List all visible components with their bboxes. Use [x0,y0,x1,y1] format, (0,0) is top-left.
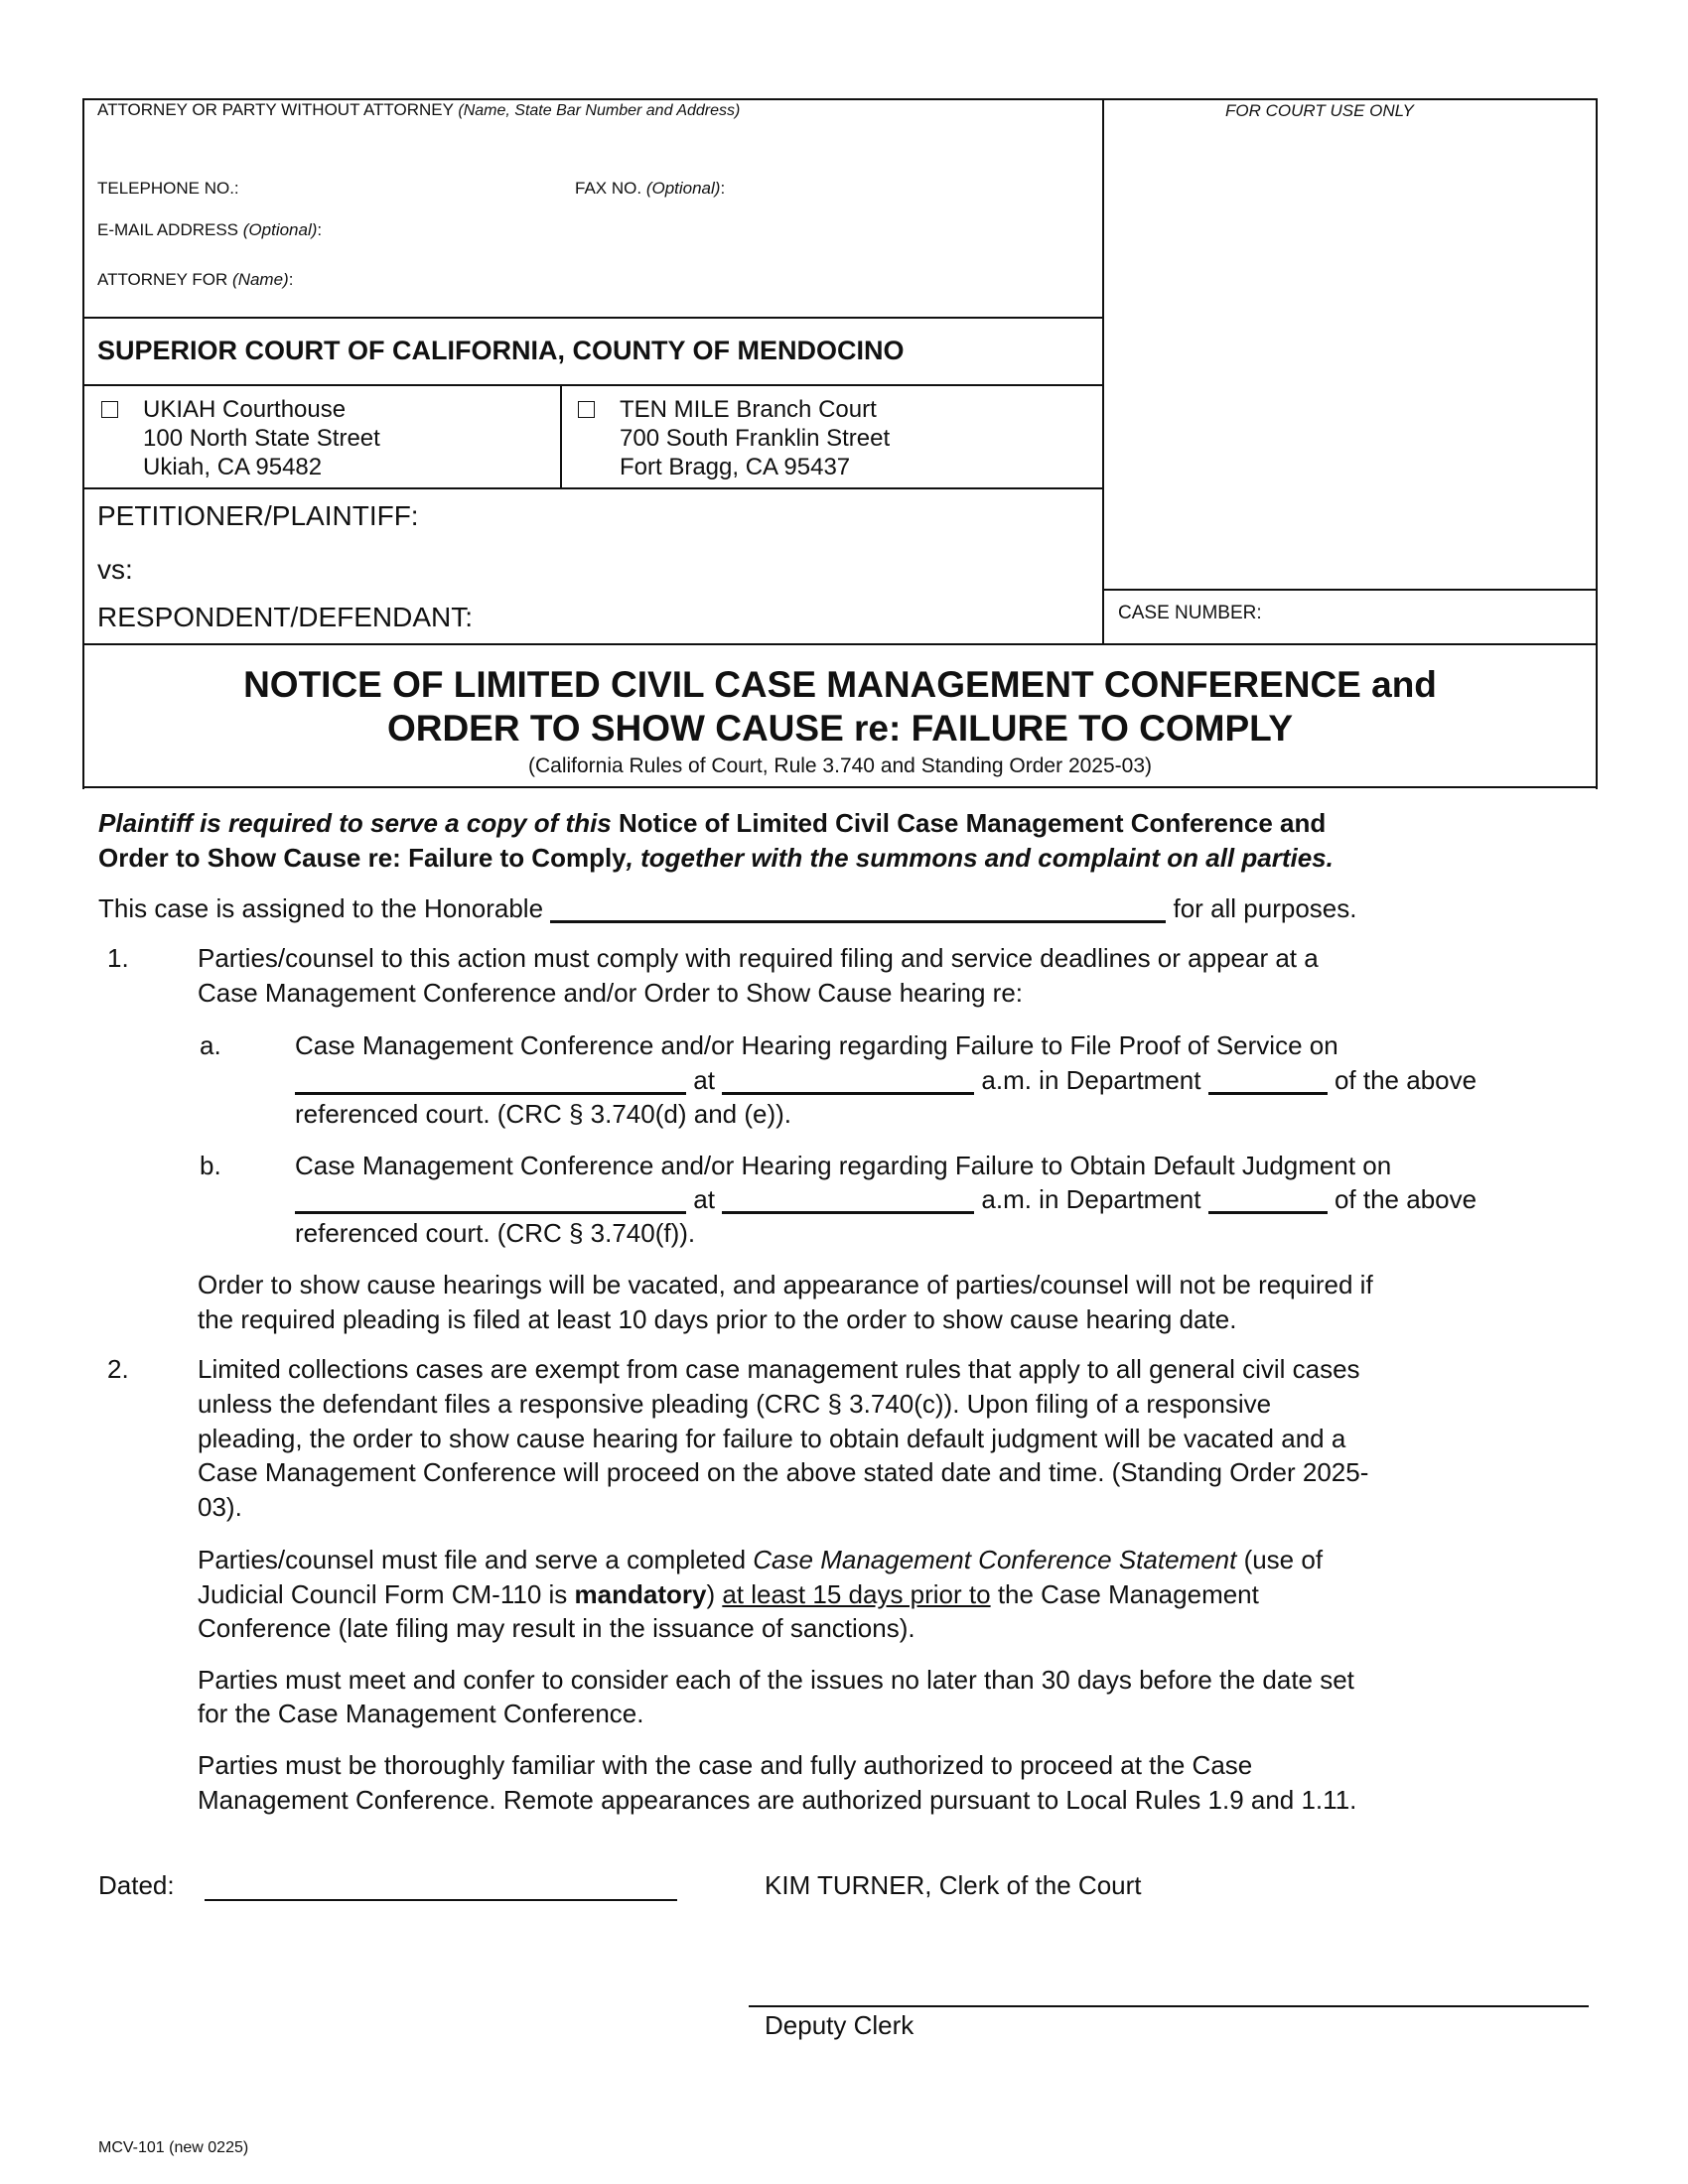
ten-mile-checkbox[interactable] [578,401,595,418]
header-col-divider [1102,98,1104,645]
divider [82,317,1103,319]
item-1-line-2: Case Management Conference and/or Order to Show Cause hearing re: [198,978,1024,1008]
hearing-a-time-field[interactable] [722,1069,974,1095]
hearing-b-department-field[interactable] [1208,1188,1328,1214]
clerk-name: KIM TURNER, Clerk of the Court [765,1870,1142,1900]
hearing-b-date-field[interactable] [295,1188,686,1214]
hearing-b-time-field[interactable] [722,1188,974,1214]
header-box-right [1596,98,1598,789]
item-2-line-5: 03). [198,1492,242,1522]
divider [82,384,1103,386]
item-2-line-3: pleading, the order to show cause hearing for failure to obtain default judgment will be vacated and a [198,1424,1346,1453]
courthouse-name: TEN MILE Branch Court [620,396,877,423]
title-line-1: NOTICE OF LIMITED CIVIL CASE MANAGEMENT CONFERENCE and [243,664,1437,705]
telephone-label: TELEPHONE NO.: [97,179,239,198]
deputy-signature-line[interactable] [749,2005,1589,2007]
hearing-a-department-field[interactable] [1208,1069,1328,1095]
osc-line-2: the required pleading is filed at least 10 days prior to the order to show cause hearing date. [198,1304,1237,1334]
deputy-clerk-label: Deputy Clerk [765,2010,914,2040]
intro-line-1: Plaintiff is required to serve a copy of this Notice of Limited Civil Case Management Conference and [98,808,1327,838]
item-1-line-1: Parties/counsel to this action must comply with required filing and service deadlines or appear at a [198,943,1319,973]
title-subtitle: (California Rules of Court, Rule 3.740 and Standing Order 2025-03) [527,754,1153,777]
item-b-letter: b. [200,1151,221,1180]
familiar-line-2: Management Conference. Remote appearances are authorized pursuant to Local Rules 1.9 and 1.11. [198,1785,1357,1815]
item-a-line-2: at a.m. in Department of the above [295,1063,1477,1098]
item-a-letter: a. [200,1030,221,1060]
dated-label: Dated: [98,1870,175,1900]
intro-line-2: Order to Show Cause re: Failure to Comply, together with the summons and complaint on all parties. [98,843,1334,873]
email-label: E-MAIL ADDRESS (Optional): [97,220,323,239]
dated-field[interactable] [205,1899,677,1901]
courthouse-street: 100 North State Street [143,425,380,452]
attorney-label: ATTORNEY OR PARTY WITHOUT ATTORNEY (Name, State Bar Number and Address) [97,100,741,119]
cmc-line-2: Judicial Council Form CM-110 is mandatory) at least 15 days prior to the Case Management [198,1579,1259,1609]
item-b-line-3: referenced court. (CRC § 3.740(f)). [295,1218,696,1248]
item-2-number: 2. [107,1354,129,1384]
court-name: SUPERIOR COURT OF CALIFORNIA, COUNTY OF MENDOCINO [97,336,905,365]
courthouse-city: Ukiah, CA 95482 [143,454,323,480]
familiar-line-1: Parties must be thoroughly familiar with the case and fully authorized to proceed at the Case [198,1750,1253,1780]
title-box-bottom [82,786,1598,788]
respondent-label: RESPONDENT/DEFENDANT: [97,602,474,632]
item-b-line-1: Case Management Conference and/or Hearing regarding Failure to Obtain Default Judgment on [295,1151,1392,1180]
osc-line-1: Order to show cause hearings will be vacated, and appearance of parties/counsel will not be required if [198,1270,1373,1299]
courthouse-ten-mile [578,395,890,481]
item-a-line-1: Case Management Conference and/or Hearing regarding Failure to File Proof of Service on [295,1030,1338,1060]
attorney-for-label: ATTORNEY FOR (Name): [97,270,294,289]
hearing-a-date-field[interactable] [295,1069,686,1095]
vs-label: vs: [97,554,133,585]
cmc-line-3: Conference (late filing may result in the issuance of sanctions). [198,1613,915,1643]
item-2-line-2: unless the defendant files a responsive pleading (CRC § 3.740(c)). Upon filing of a responsive [198,1389,1272,1419]
meet-line-2: for the Case Management Conference. [198,1699,644,1728]
cmc-line-1: Parties/counsel must file and serve a completed Case Management Conference Statement (use of [198,1545,1324,1574]
assigned-judge-line: This case is assigned to the Honorable for all purposes. [98,893,1357,923]
form-id: MCV-101 (new 0225) [98,2139,249,2156]
divider [82,487,1103,489]
courthouse-name: UKIAH Courthouse [143,396,347,423]
meet-line-1: Parties must meet and confer to consider each of the issues no later than 30 days before the date set [198,1665,1354,1695]
item-2-line-4: Case Management Conference will proceed on the above stated date and time. (Standing Order 2025- [198,1457,1369,1487]
divider [82,643,1598,645]
item-1-number: 1. [107,943,129,973]
court-use-label: FOR COURT USE ONLY [1225,101,1414,120]
divider [560,384,562,488]
title-line-2: ORDER TO SHOW CAUSE re: FAILURE TO COMPLY [386,708,1294,749]
courthouse-ukiah [101,395,380,481]
item-b-line-2: at a.m. in Department of the above [295,1182,1477,1217]
courthouse-street: 700 South Franklin Street [620,425,891,452]
divider [1102,589,1597,591]
petitioner-label: PETITIONER/PLAINTIFF: [97,500,419,531]
judge-name-field[interactable] [550,897,1166,923]
courthouse-city: Fort Bragg, CA 95437 [620,454,851,480]
fax-label: FAX NO. (Optional): [575,179,726,198]
case-number-label: CASE NUMBER: [1118,603,1262,623]
item-a-line-3: referenced court. (CRC § 3.740(d) and (e)). [295,1099,791,1129]
ukiah-checkbox[interactable] [101,401,118,418]
item-2-line-1: Limited collections cases are exempt from case management rules that apply to all general civil cases [198,1354,1360,1384]
